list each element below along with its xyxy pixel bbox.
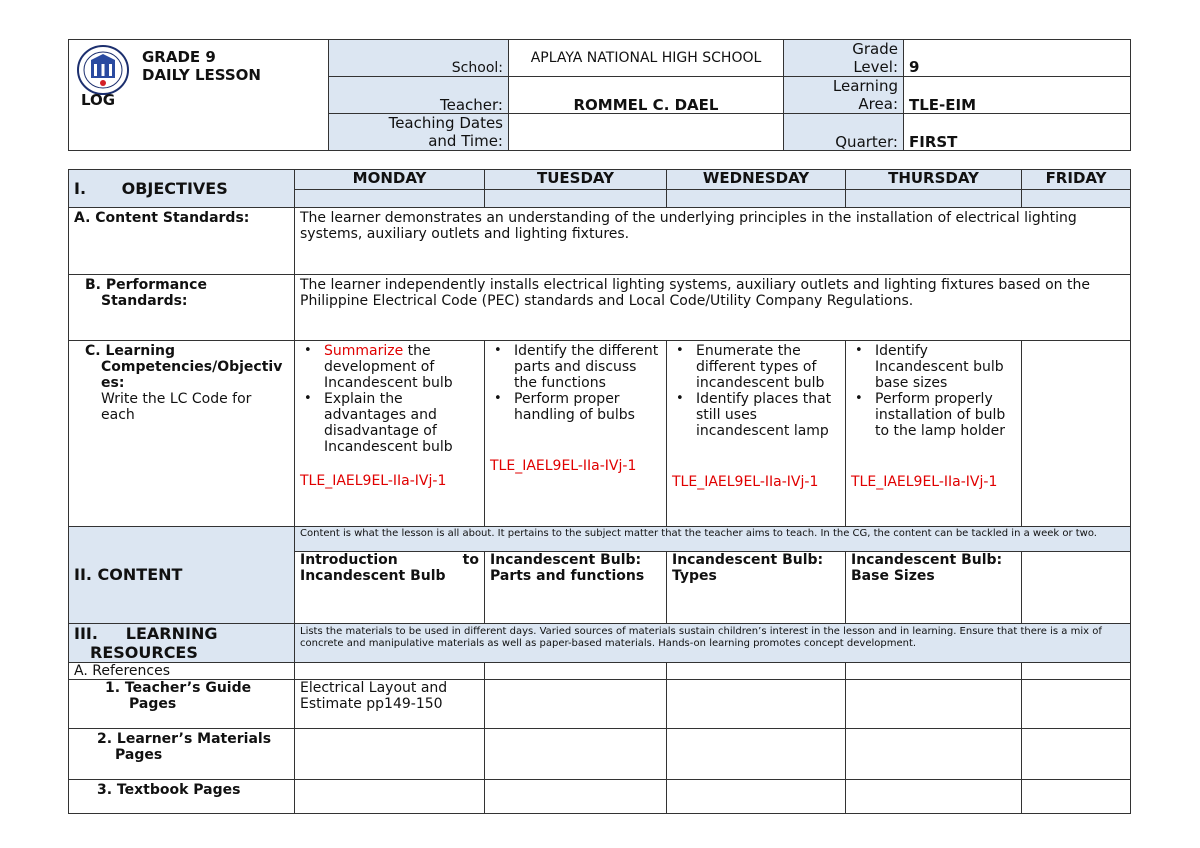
textbook-monday [295,780,485,814]
school-value: APLAYA NATIONAL HIGH SCHOOL [530,50,762,66]
thursday-objective-2: • Perform properly installation of bulb to the lamp holder [851,391,1016,439]
competencies-label-1: C. Learning [85,343,175,359]
teachers-guide-monday: Electrical Layout and Estimate pp149-150 [295,680,485,729]
learners-materials-label-2: Pages [115,747,163,763]
grade-level-label-1: Grade [852,40,898,58]
day-thursday: THURSDAY [846,170,1022,190]
title-log: LOG [81,91,116,109]
content-heading: II. CONTENT [69,527,295,624]
competencies-label-2: Competencies/Objectives: [101,359,283,391]
thursday-objective-1: • Identify Incandescent bulb base sizes [851,343,1016,391]
performance-label-2: Standards: [101,293,188,309]
tuesday-lc-code: TLE_IAEL9EL-IIa-IVj-1 [490,458,637,474]
day-wednesday: WEDNESDAY [667,170,846,190]
dates-value-cell [509,114,784,151]
grade-level-value: 9 [909,58,920,76]
tuesday-objective-2: • Perform proper handling of bulbs [490,391,661,423]
learners-materials-label-cell [69,729,295,780]
learners-materials-friday [1022,729,1131,780]
dates-label-2: and Time: [428,132,503,150]
monday-content: Introduction to Incandescent Bulb [295,552,485,624]
learning-area-label-1: Learning [832,77,898,95]
competencies-note: Write the LC Code for each [101,391,252,423]
wednesday-competencies [667,341,846,527]
competencies-label-cell [69,341,295,527]
resources-heading-1: III. LEARNING [74,624,218,643]
title-daily-lesson: DAILY LESSON [142,66,261,84]
friday-content [1022,552,1131,624]
day-tuesday: TUESDAY [485,170,667,190]
references-monday [295,663,485,680]
school-label: School: [451,60,503,76]
friday-date-cell [1022,190,1131,208]
teacher-value-cell [509,77,784,114]
thursday-content: Incandescent Bulb: Base Sizes [846,552,1022,624]
learners-materials-tuesday [485,729,667,780]
quarter-label: Quarter: [835,133,898,151]
objectives-heading-cell [69,170,295,208]
content-standards-label: A. Content Standards: [69,208,295,275]
thursday-date-cell [846,190,1022,208]
tuesday-date-cell [485,190,667,208]
references-label: A. References [69,663,295,680]
learners-materials-monday [295,729,485,780]
dates-label-cell [329,114,509,151]
textbook-pages-label: 3. Textbook Pages [69,780,295,814]
teachers-guide-label-1: 1. Teacher’s Guide [105,680,252,696]
textbook-tuesday [485,780,667,814]
day-friday: FRIDAY [1022,170,1131,190]
thursday-competencies [846,341,1022,527]
learning-area-value: TLE-EIM [909,96,977,114]
wednesday-lc-code: TLE_IAEL9EL-IIa-IVj-1 [672,474,819,490]
deped-seal-icon [75,44,131,96]
textbook-thursday [846,780,1022,814]
quarter-value-cell [904,114,1131,151]
teacher-value: ROMMEL C. DAEL [573,96,719,114]
monday-objective-1: • Summarize the development of Incandescent bulb [300,343,479,391]
monday-lc-code: TLE_IAEL9EL-IIa-IVj-1 [300,473,447,489]
monday-date-cell [295,190,485,208]
teachers-guide-label-cell [69,680,295,729]
title-grade: GRADE 9 [142,48,216,66]
content-note: Content is what the lesson is all about. It pertains to the subject matter that the teacher aims to teach. In the CG, the content can be tackled in a week or two. [295,527,1131,552]
teacher-label: Teacher: [440,96,503,114]
learning-area-label-2: Area: [858,95,898,113]
teachers-guide-tuesday [485,680,667,729]
dates-label-1: Teaching Dates [388,114,503,132]
quarter-label-cell [784,114,904,151]
wednesday-content: Incandescent Bulb: Types [667,552,846,624]
wednesday-objective-1: • Enumerate the different types of incandescent bulb [672,343,840,391]
references-wednesday [667,663,846,680]
textbook-friday [1022,780,1131,814]
wednesday-date-cell [667,190,846,208]
monday-competencies [295,341,485,527]
header-table [68,39,1131,151]
content-standards-text: The learner demonstrates an understanding of the underlying principles in the installation of electrical lighting systems, auxiliary outlets and lighting fixtures. [295,208,1131,275]
tuesday-objective-1: • Identify the different parts and discuss the functions [490,343,661,391]
teachers-guide-friday [1022,680,1131,729]
teacher-label-cell [329,77,509,114]
school-value-cell [509,40,784,77]
performance-label-1: B. Performance [85,277,207,293]
learners-materials-thursday [846,729,1022,780]
objectives-num: I. [74,178,87,198]
teachers-guide-thursday [846,680,1022,729]
teachers-guide-label-2: Pages [129,696,177,712]
school-label-cell [329,40,509,77]
performance-standards-text: The learner independently installs electrical lighting systems, auxiliary outlets and lighting fixtures based on the Philippine Electrical Code (PEC) standards and Local Code/Utility Company Regulations. [295,275,1131,341]
grade-level-label-2: Level: [853,58,898,76]
references-friday [1022,663,1131,680]
tuesday-competencies [485,341,667,527]
learners-materials-label-1: 2. Learner’s Materials [97,731,272,747]
teachers-guide-wednesday [667,680,846,729]
resources-heading-cell [69,624,295,663]
resources-note: Lists the materials to be used in different days. Varied sources of materials sustain children’s interest in the lesson and in learning. Ensure that there is a mix of concrete and manipulative materials as well as paper-based materials. Hands-on learning promotes concept development. [295,624,1131,663]
textbook-wednesday [667,780,846,814]
thursday-lc-code: TLE_IAEL9EL-IIa-IVj-1 [851,474,998,490]
learners-materials-wednesday [667,729,846,780]
resources-heading-2: RESOURCES [90,643,198,662]
references-tuesday [485,663,667,680]
tuesday-content: Incandescent Bulb: Parts and functions [485,552,667,624]
wednesday-objective-2: • Identify places that still uses incandescent lamp [672,391,840,439]
quarter-value: FIRST [909,133,958,151]
grade-level-value-cell [904,40,1131,77]
lesson-log-table [68,169,1131,814]
learning-area-value-cell [904,77,1131,114]
learning-area-label-cell [784,77,904,114]
grade-level-label-cell [784,40,904,77]
friday-competencies [1022,341,1131,527]
performance-standards-label-cell [69,275,295,341]
objectives-heading: OBJECTIVES [121,178,228,198]
day-monday: MONDAY [295,170,485,190]
references-thursday [846,663,1022,680]
title-cell [69,40,329,151]
monday-objective-2: • Explain the advantages and disadvantage of Incandescent bulb [300,391,479,455]
